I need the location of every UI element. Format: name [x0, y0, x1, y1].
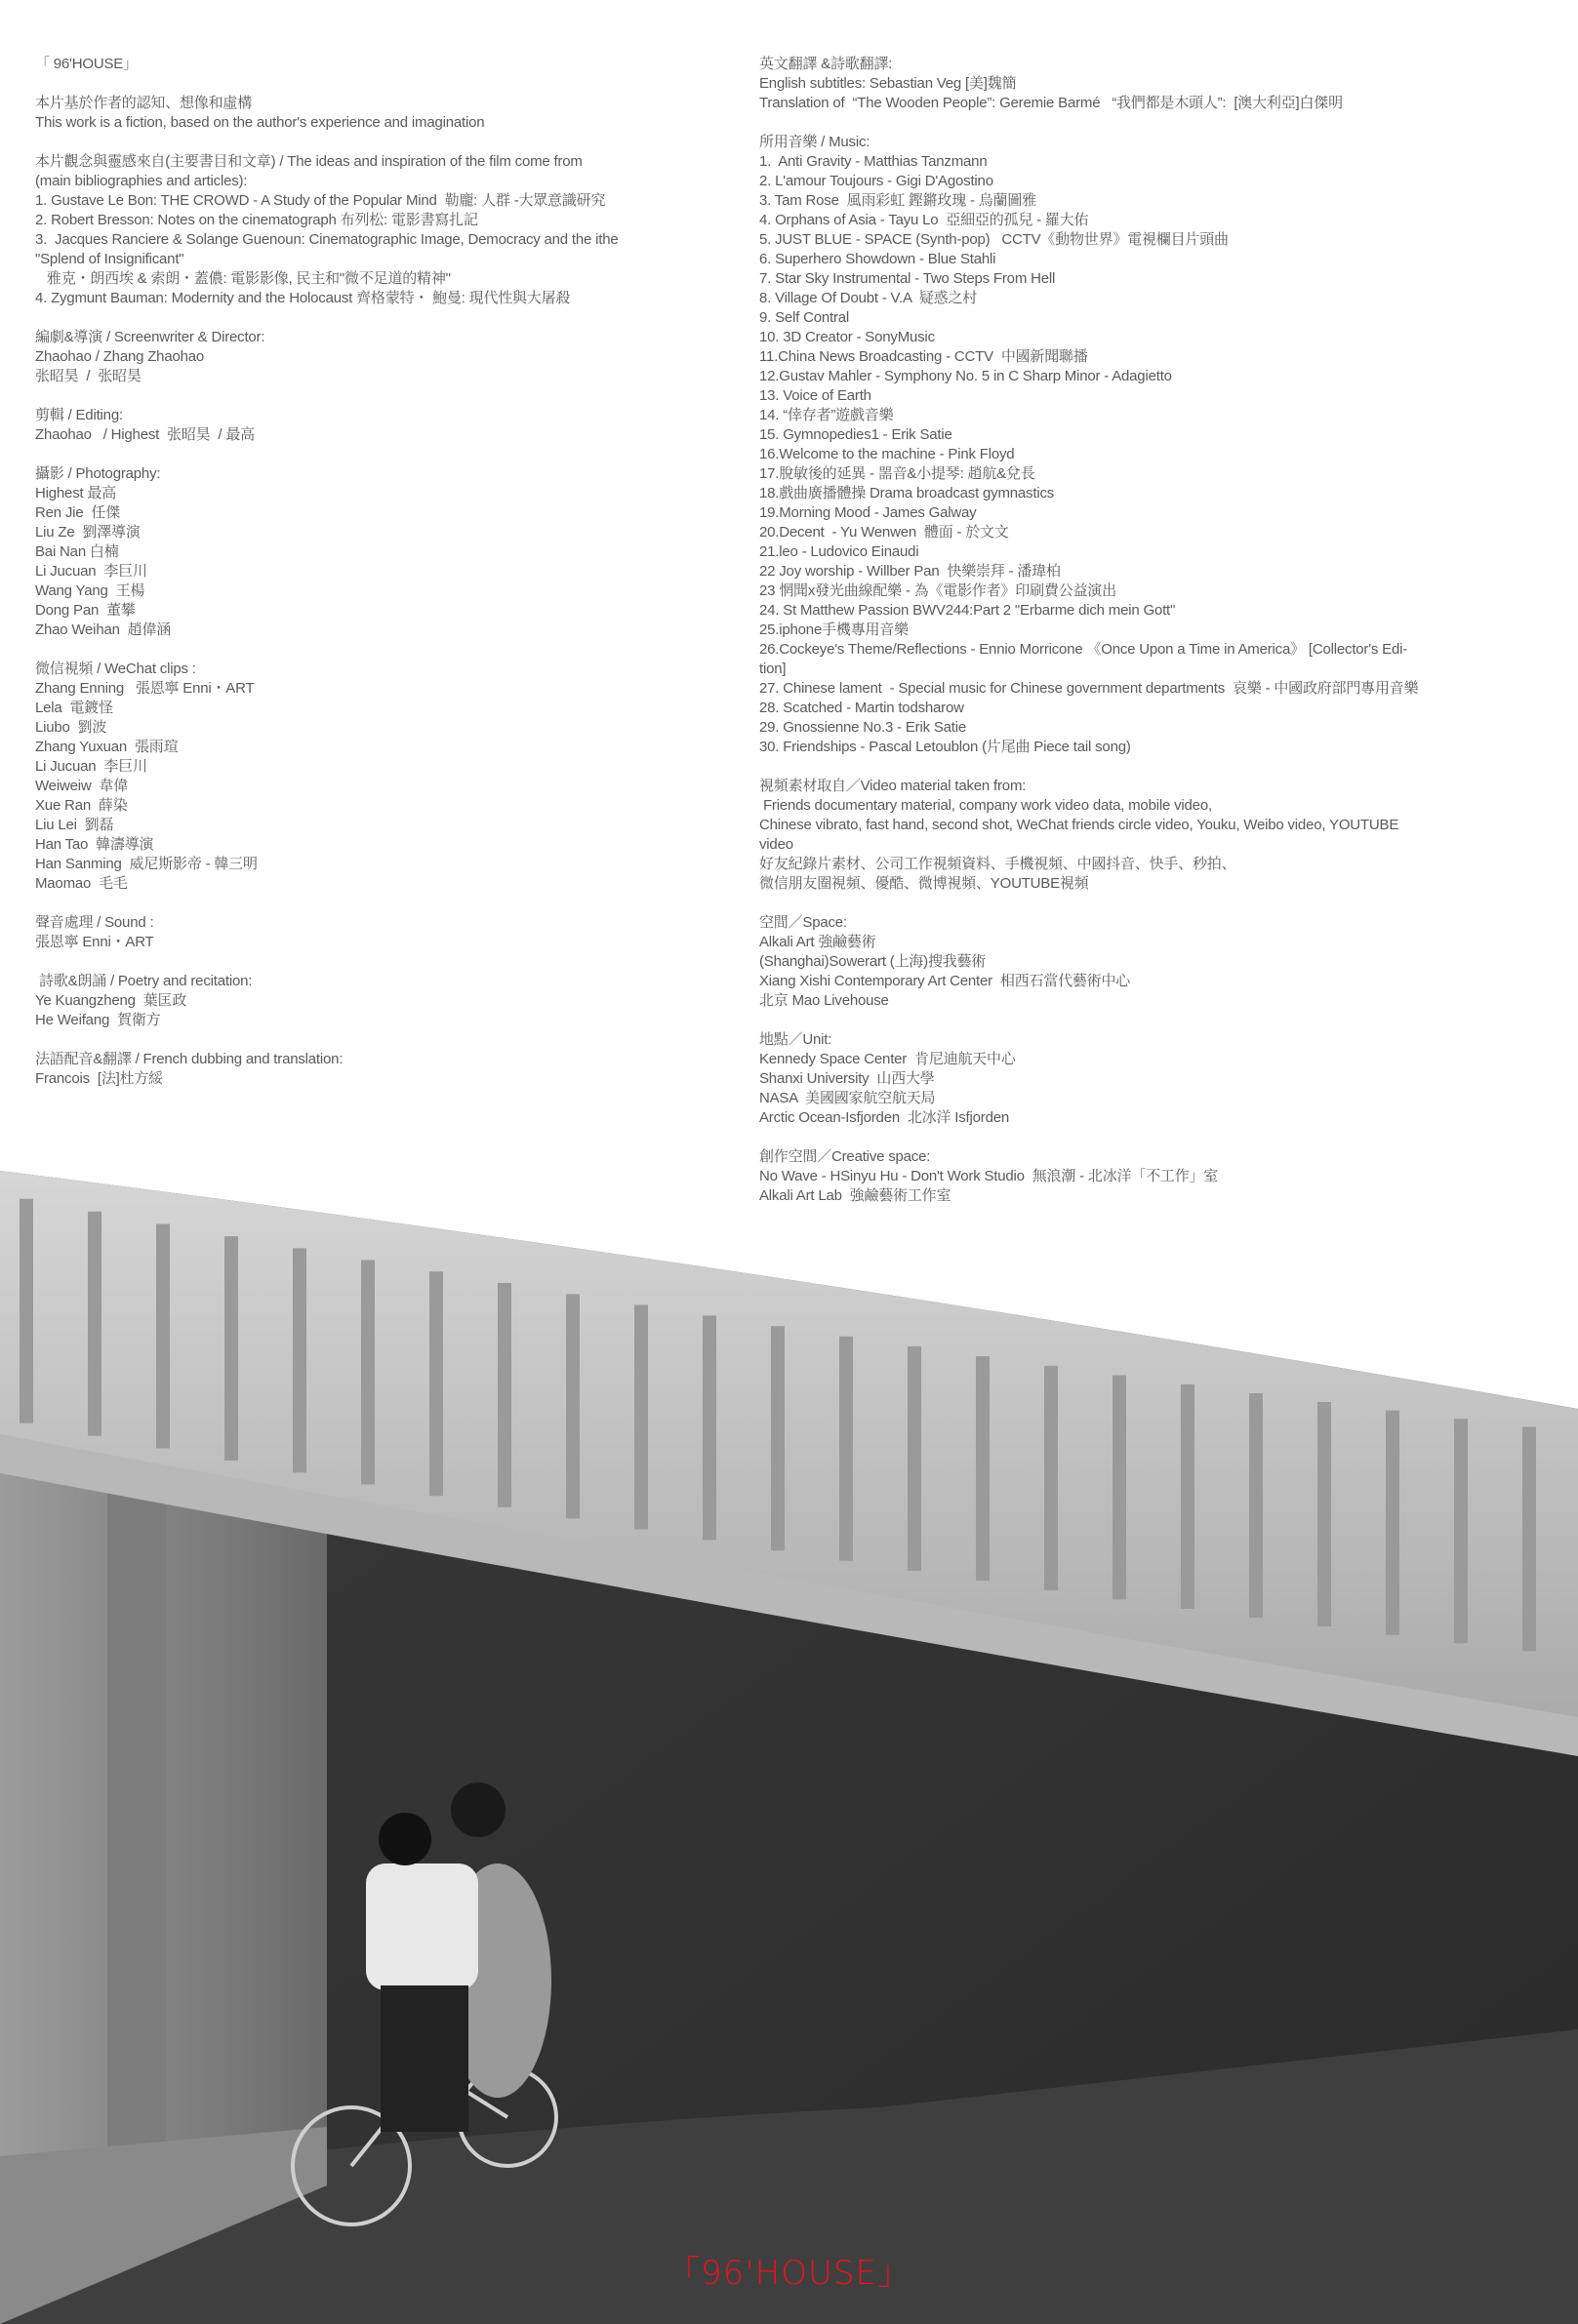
credit-line: English subtitles: Sebastian Veg [美]魏簡: [759, 75, 1017, 92]
page-title: 「 96'HOUSE」: [35, 56, 138, 72]
railing-post: [156, 1223, 170, 1448]
credit-line: 3. Jacques Ranciere & Solange Guenoun: Cinematographic Image, Democracy and the ithe: [35, 231, 619, 248]
credit-line: Friends documentary material, company work video data, mobile video,: [759, 797, 1212, 814]
title-section: [35, 55, 738, 74]
credit-line: 12.Gustav Mahler - Symphony No. 5 in C Sharp Minor - Adagietto: [759, 368, 1172, 384]
credit-line: (main bibliographies and articles):: [35, 173, 248, 189]
credit-line: Arctic Ocean-Isfjorden 北冰洋 Isfjorden: [759, 1109, 1010, 1126]
credit-line: 5. JUST BLUE - SPACE (Synth-pop) CCTV《動物世界》電視欄目片頭曲: [759, 231, 1229, 248]
credit-line: 6. Superhero Showdown - Blue Stahli: [759, 251, 996, 267]
bridge-photo: [0, 1151, 1578, 2324]
credit-line: 13. Voice of Earth: [759, 387, 871, 404]
credit-line: Maomao 毛毛: [35, 875, 128, 892]
section-heading: 所用音樂 / Music:: [759, 134, 870, 150]
section-heading: 攝影 / Photography:: [35, 465, 161, 482]
credit-line: Bai Nan 白楠: [35, 543, 119, 560]
credit-line: 24. St Matthew Passion BWV244:Part 2 "Erbarme dich mein Gott": [759, 602, 1176, 619]
railing-post: [1522, 1426, 1536, 1651]
credits-section: [759, 913, 1530, 1011]
credits-section: [35, 406, 738, 445]
credit-line: 19.Morning Mood - James Galway: [759, 504, 977, 521]
section-heading: 聲音處理 / Sound :: [35, 914, 154, 931]
credit-line: 7. Star Sky Instrumental - Two Steps From Hell: [759, 270, 1056, 287]
credit-line: 2. Robert Bresson: Notes on the cinematograph 布列松: 電影書寫扎記: [35, 212, 478, 228]
section-heading: 剪輯 / Editing:: [35, 407, 123, 423]
credits-section: [35, 94, 738, 133]
credit-line: 10. 3D Creator - SonyMusic: [759, 329, 935, 345]
credit-line: Liu Ze 劉澤導演: [35, 524, 141, 541]
credits-section: [35, 913, 738, 952]
credit-line: Zhao Weihan 趙偉涵: [35, 621, 172, 638]
credits-section: [759, 777, 1530, 894]
section-heading: 本片觀念與靈感來自(主要書目和文章) / The ideas and inspiration of the film come from: [35, 153, 583, 170]
section-heading: 視頻素材取自／Video material taken from:: [759, 778, 1027, 794]
railing-post: [1181, 1384, 1194, 1609]
credit-line: Xue Ran 薛染: [35, 797, 128, 814]
credit-line: 14. “倖存者”遊戲音樂: [759, 407, 894, 423]
credit-line: 27. Chinese lament - Special music for Chinese government departments 哀樂 - 中國政府部門專用音樂: [759, 680, 1419, 697]
railing-post: [429, 1271, 443, 1496]
section-heading: 英文翻譯 &詩歌翻譯:: [759, 56, 893, 72]
railing-post: [293, 1248, 306, 1472]
credit-line: Highest 最高: [35, 485, 117, 501]
railing-post: [1454, 1419, 1468, 1643]
credit-line: 23 惘聞x發光曲線配樂 - 為《電影作者》印刷費公益演出: [759, 582, 1116, 599]
credit-line: "Splend of Insignificant": [35, 251, 184, 267]
credit-line: 26.Cockeye's Theme/Reflections - Ennio Morricone 《Once Upon a Time in America》 [Collector's Edi-: [759, 641, 1408, 658]
section-heading: 空間／Space:: [759, 914, 847, 931]
railing-post: [908, 1346, 921, 1571]
credit-line: No Wave - HSinyu Hu - Don't Work Studio 無浪潮 - 北冰洋「不工作」室: [759, 1168, 1219, 1184]
railing-post: [771, 1326, 785, 1550]
railing-post: [1044, 1366, 1058, 1590]
credit-line: 張恩寧 Enni・ART: [35, 934, 154, 950]
credits-section: [35, 152, 738, 308]
section-heading: 詩歌&朗誦 / Poetry and recitation:: [35, 973, 253, 989]
credit-line: 4. Orphans of Asia - Tayu Lo 亞細亞的孤兒 - 羅大佑: [759, 212, 1089, 228]
credit-line: Zhang Yuxuan 張雨瑄: [35, 739, 179, 755]
railing-post: [703, 1315, 716, 1540]
credit-line: Dong Pan 董攀: [35, 602, 136, 619]
credits-section: [759, 133, 1530, 757]
credit-line: Han Sanming 威尼斯影帝 - 韓三明: [35, 856, 258, 872]
credit-line: Francois [法]杜方綏: [35, 1070, 163, 1087]
credits-section: [35, 328, 738, 386]
credit-line: 16.Welcome to the machine - Pink Floyd: [759, 446, 1015, 462]
credit-line: 20.Decent - Yu Wenwen 體面 - 於文文: [759, 524, 1009, 541]
credit-line: 北京 Mao Livehouse: [759, 992, 889, 1009]
credit-line: Li Jucuan 李巨川: [35, 563, 147, 580]
credit-line: Kennedy Space Center 肯尼迪航天中心: [759, 1051, 1016, 1067]
credit-line: 8. Village Of Doubt - V.A 疑惑之村: [759, 290, 978, 306]
credit-line: 28. Scatched - Martin todsharow: [759, 700, 964, 716]
railing-post: [566, 1294, 580, 1518]
credits-left-column: [35, 55, 738, 1108]
credit-line: Liu Lei 劉磊: [35, 817, 114, 833]
credit-line: Weiweiw 韋偉: [35, 778, 129, 794]
credits-section: [35, 660, 738, 894]
credit-line: Li Jucuan 李巨川: [35, 758, 147, 775]
railing-post: [1386, 1411, 1399, 1635]
credit-line: Translation of “The Wooden People”: Geremie Barmé “我們都是木頭人”: [澳大利亞]白傑明: [759, 95, 1343, 111]
credit-line: Xiang Xishi Contemporary Art Center 相西石當代藝術中心: [759, 973, 1131, 989]
credit-line: 2. L'amour Toujours - Gigi D'Agostino: [759, 173, 993, 189]
credit-line: 15. Gymnopedies1 - Erik Satie: [759, 426, 952, 443]
credit-line: 17.脫敏後的延異 - 噐音&小提琴: 趙航&兌長: [759, 465, 1035, 482]
railing-post: [224, 1236, 238, 1461]
credit-line: NASA 美國國家航空航天局: [759, 1090, 936, 1106]
railing-post: [361, 1260, 375, 1484]
credit-line: Chinese vibrato, fast hand, second shot, WeChat friends circle video, Youku, Weibo video, YOUTUBE: [759, 817, 1399, 833]
credit-line: Zhaohao / Zhang Zhaohao: [35, 348, 205, 365]
credit-line: 微信朋友圈視頻、優酷、微博視頻、YOUTUBE視頻: [759, 875, 1089, 892]
credits-section: [35, 972, 738, 1030]
credit-line: Ye Kuangzheng 葉匡政: [35, 992, 187, 1009]
section-heading: 編劇&導演 / Screenwriter & Director:: [35, 329, 265, 345]
credit-line: 1. Gustave Le Bon: THE CROWD - A Study of the Popular Mind 勒龐: 人群 -大眾意識研究: [35, 192, 606, 209]
credit-line: (Shanghai)Sowerart (上海)搜我藝術: [759, 953, 987, 970]
credit-line: 11.China News Broadcasting - CCTV 中國新聞聯播: [759, 348, 1088, 365]
section-heading: 微信視頻 / WeChat clips :: [35, 661, 196, 677]
credit-line: 好友紀錄片素材、公司工作視頻資料、手機視頻、中國抖音、快手、秒拍、: [759, 856, 1236, 872]
credit-line: 29. Gnossienne No.3 - Erik Satie: [759, 719, 967, 736]
credit-line: 22 Joy worship - Willber Pan 快樂崇拜 - 潘瑋柏: [759, 563, 1061, 580]
railing-post: [976, 1356, 990, 1581]
credits-section: [35, 464, 738, 640]
credit-line: Zhang Enning 張恩寧 Enni・ART: [35, 680, 255, 697]
railing-post: [1249, 1393, 1263, 1618]
credit-line: 张昭昊 / 张昭昊: [35, 368, 142, 384]
railing-post: [20, 1199, 33, 1423]
section-heading: 法語配音&翻譯 / French dubbing and translation:: [35, 1051, 344, 1067]
credit-line: Lela 電鍍怪: [35, 700, 113, 716]
credits-right-column: [759, 55, 1530, 1225]
credit-line: Wang Yang 王楊: [35, 582, 145, 599]
credit-line: 9. Self Contral: [759, 309, 850, 326]
railing-post: [1113, 1376, 1126, 1600]
credit-line: Liubo 劉波: [35, 719, 107, 736]
credit-line: 雅克・朗西埃 & 索朗・蓋儂: 電影影像, 民主和"微不足道的精神": [35, 270, 451, 287]
credits-section: [35, 1050, 738, 1089]
credits-section: [759, 1030, 1530, 1128]
credit-line: 4. Zygmunt Bauman: Modernity and the Holocaust 齊格蒙特・ 鮑曼: 現代性與大屠殺: [35, 290, 571, 306]
railing-post: [1317, 1402, 1331, 1626]
house-logo: 「96'HOUSE」: [667, 2254, 911, 2293]
credit-line: Han Tao 韓濤導演: [35, 836, 154, 853]
section-heading: 本片基於作者的認知、想像和虛構: [35, 95, 253, 111]
credit-line: 21.leo - Ludovico Einaudi: [759, 543, 919, 560]
credit-line: tion]: [759, 661, 787, 677]
credit-line: Zhaohao / Highest 张昭昊 / 最高: [35, 426, 255, 443]
credit-line: 1. Anti Gravity - Matthias Tanzmann: [759, 153, 988, 170]
credit-line: 3. Tam Rose 風雨彩虹 鏗鏘玫瑰 - 烏蘭圖雅: [759, 192, 1036, 209]
credit-line: Shanxi University 山西大學: [759, 1070, 935, 1087]
section-heading: 地點／Unit:: [759, 1031, 832, 1048]
credits-section: [759, 55, 1530, 113]
credit-line: Alkali Art 強鹼藝術: [759, 934, 876, 950]
credit-line: video: [759, 836, 793, 853]
credit-line: 30. Friendships - Pascal Letoublon (片尾曲 Piece tail song): [759, 739, 1131, 755]
credit-line: 18.戲曲廣播體操 Drama broadcast gymnastics: [759, 485, 1055, 501]
railing-post: [634, 1305, 648, 1530]
credit-line: He Weifang 賀衛方: [35, 1012, 161, 1028]
credit-line: This work is a fiction, based on the author's experience and imagination: [35, 114, 485, 131]
railing-post: [498, 1283, 511, 1507]
railing-post: [88, 1212, 101, 1436]
railing-post: [839, 1337, 853, 1561]
credit-line: Ren Jie 任傑: [35, 504, 120, 521]
credit-line: Alkali Art Lab 強鹼藝術工作室: [759, 1187, 951, 1204]
credit-line: 25.iphone手機專用音樂: [759, 621, 909, 638]
section-heading: 創作空間／Creative space:: [759, 1148, 931, 1165]
